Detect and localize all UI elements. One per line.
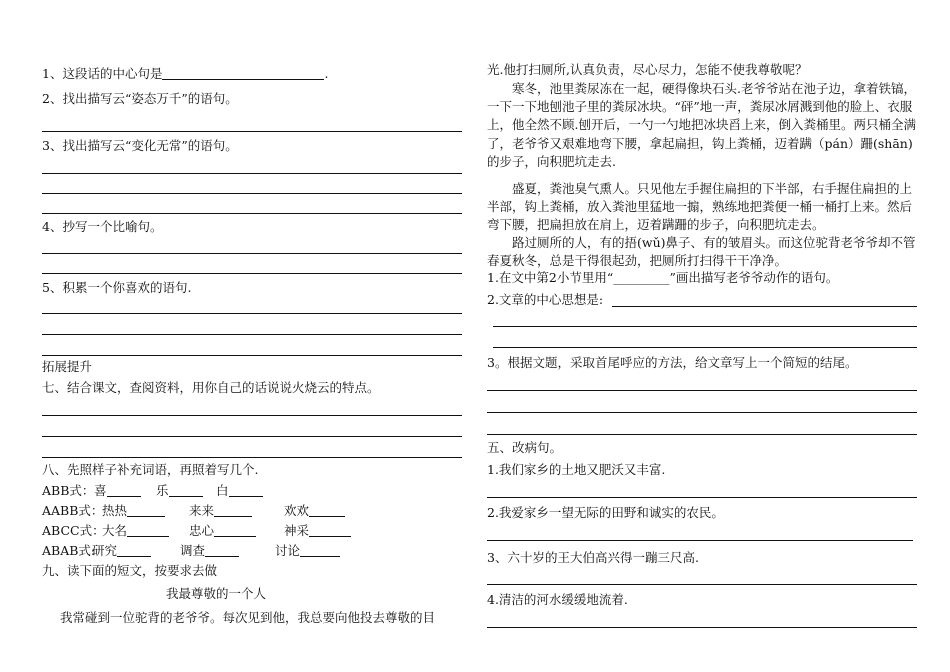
sentence-2: 2.我爱家乡一望无际的田野和诚实的农民。 — [487, 505, 724, 520]
answer-blank[interactable] — [127, 523, 169, 537]
passage-paragraph-3: 盛夏，粪池臭气熏人。只见他左手握住扁担的下半部，右手握住扁担的上半部，钩上粪桶，放入粪池里猛地一搧，熟练地把粪便一桶一桶打上来。然后弯下腰，把扁担放在肩上，迈着蹒跚的步子，向积肥坑走去。 — [487, 181, 913, 233]
sentence-4: 4.清洁的河水缓缓地流着. — [487, 592, 628, 607]
word: 白 — [216, 483, 229, 498]
abcc-word-2 — [189, 523, 256, 539]
section-title: 拓展提升 — [42, 359, 93, 374]
answer-line[interactable] — [42, 415, 462, 416]
passage-paragraph-2: 寒冬，池里粪尿冻在一起，硬得像块石头.老爷爷站在池子边，拿着铁镐，一下一下地刨池子里的粪尿冰块。“砰”地一声，粪尿冰屑溅到他的脸上、衣服上，他全然不顾.刨开后，一勺一勺地把冰块舀上来，倒入粪桶里。两只桶全满了，老爷爷又艰难地弯下腰，拿起扁担，钩上粪桶，迈着蹒（pán）跚(shān)的步子，向积肥坑走去. — [487, 81, 916, 169]
answer-line[interactable] — [487, 434, 917, 435]
abcc-label: ABCC式： — [42, 523, 105, 538]
answer-line[interactable] — [42, 131, 462, 132]
abab-word-2 — [180, 543, 239, 559]
question-4: 4、抄写一个比喻句。 — [42, 219, 163, 234]
word: 忠心 — [189, 523, 215, 538]
abab-word-3 — [275, 543, 340, 559]
passage-paragraph-4: 路过厕所的人，有的捂(wǔ)鼻子、有的皱眉头。而这位驼背老爷爷却不管春夏秋冬，总是干得很起劲，把厕所打扫得干干净净。 — [487, 235, 916, 269]
answer-line[interactable] — [487, 412, 917, 413]
abb-word-1 — [94, 483, 141, 499]
reading-question-2: 2.文章的中心思想是: — [487, 292, 604, 307]
answer-line[interactable] — [487, 584, 917, 585]
section-5-title: 五、改病句。 — [487, 440, 563, 455]
aabb-word-1 — [102, 503, 165, 519]
answer-line[interactable] — [42, 253, 462, 254]
answer-blank[interactable] — [309, 503, 345, 517]
aabb-label: AABB式： — [42, 503, 104, 518]
reading-question-1: 1.在文中第2小节里用“_________”画出描写老爷爷动作的语句。 — [487, 270, 839, 285]
question-5: 5、积累一个你喜欢的语句. — [42, 280, 192, 295]
answer-blank[interactable] — [107, 483, 141, 497]
abab-word-1 — [92, 543, 151, 559]
passage-continuation: 光.他打扫厕所,认真负责，尽心尽力，怎能不使我尊敬呢？ — [487, 62, 808, 77]
answer-line[interactable] — [487, 497, 917, 498]
answer-line[interactable] — [42, 313, 462, 314]
word: 研究 — [92, 543, 118, 558]
answer-line[interactable] — [42, 213, 462, 214]
aabb-word-3 — [284, 503, 345, 519]
abcc-word-1 — [102, 523, 169, 539]
question-2: 2、找出描写云“姿态万千”的语句。 — [42, 91, 238, 106]
answer-blank[interactable] — [214, 503, 252, 517]
passage-title: 我最尊敬的一个人 — [166, 586, 267, 601]
word: 神采 — [284, 523, 310, 538]
answer-blank[interactable] — [162, 66, 324, 80]
sentence-3: 3、六十岁的王大伯高兴得一蹦三尺高. — [487, 550, 699, 565]
answer-line[interactable] — [487, 540, 913, 541]
aabb-word-2 — [189, 503, 252, 519]
passage-first-line: 我常碰到一位驼背的老爷爷。每次见到他，我总要向他投去尊敬的目 — [60, 610, 436, 625]
question-3: 3、找出描写云“变化无常”的语句。 — [42, 138, 238, 153]
answer-blank[interactable] — [214, 523, 256, 537]
sentence-1: 1.我们家乡的土地又肥沃又丰富. — [487, 462, 666, 477]
answer-blank[interactable] — [229, 483, 263, 497]
answer-blank[interactable] — [117, 543, 151, 557]
answer-line[interactable] — [42, 355, 462, 356]
word: 来来 — [189, 503, 215, 518]
answer-blank[interactable] — [300, 543, 340, 557]
answer-blank[interactable] — [205, 543, 239, 557]
answer-line[interactable] — [487, 390, 917, 391]
question-1-text: 1、这段话的中心句是 — [42, 66, 163, 81]
answer-line[interactable] — [42, 273, 462, 274]
word: 讨论 — [275, 543, 301, 558]
answer-line[interactable] — [42, 334, 462, 335]
answer-line[interactable] — [487, 627, 917, 628]
abb-word-2 — [156, 483, 203, 499]
answer-blank[interactable] — [169, 483, 203, 497]
abb-label: ABB式： — [42, 483, 95, 498]
answer-blank[interactable] — [127, 503, 165, 517]
reading-question-3: 3。根据文题，采取首尾呼应的方法，给文章写上一个简短的结尾。 — [487, 355, 858, 370]
word: 欢欢 — [284, 503, 310, 518]
answer-line[interactable] — [42, 193, 462, 194]
question-1-end: . — [324, 66, 329, 81]
word: 乐 — [156, 483, 169, 498]
answer-line[interactable] — [493, 326, 917, 327]
abab-label: ABAB式: — [42, 543, 96, 558]
abcc-word-3 — [284, 523, 351, 539]
answer-blank[interactable] — [309, 523, 351, 537]
question-9: 九、读下面的短文，按要求去做 — [42, 563, 218, 578]
word: 喜 — [94, 483, 107, 498]
word: 调查 — [180, 543, 206, 558]
word: 大名 — [102, 523, 128, 538]
question-1 — [42, 66, 328, 82]
question-8: 八、先照样子补充词语，再照着写几个. — [42, 462, 259, 477]
answer-line[interactable] — [612, 306, 917, 307]
word: 热热 — [102, 503, 128, 518]
answer-line[interactable] — [42, 436, 462, 437]
answer-line[interactable] — [493, 347, 917, 348]
answer-line[interactable] — [42, 457, 462, 458]
question-7: 七、结合课文，查阅资料，用你自己的话说说火烧云的特点。 — [42, 380, 380, 395]
answer-line[interactable] — [42, 173, 462, 174]
abb-word-3 — [216, 483, 263, 499]
